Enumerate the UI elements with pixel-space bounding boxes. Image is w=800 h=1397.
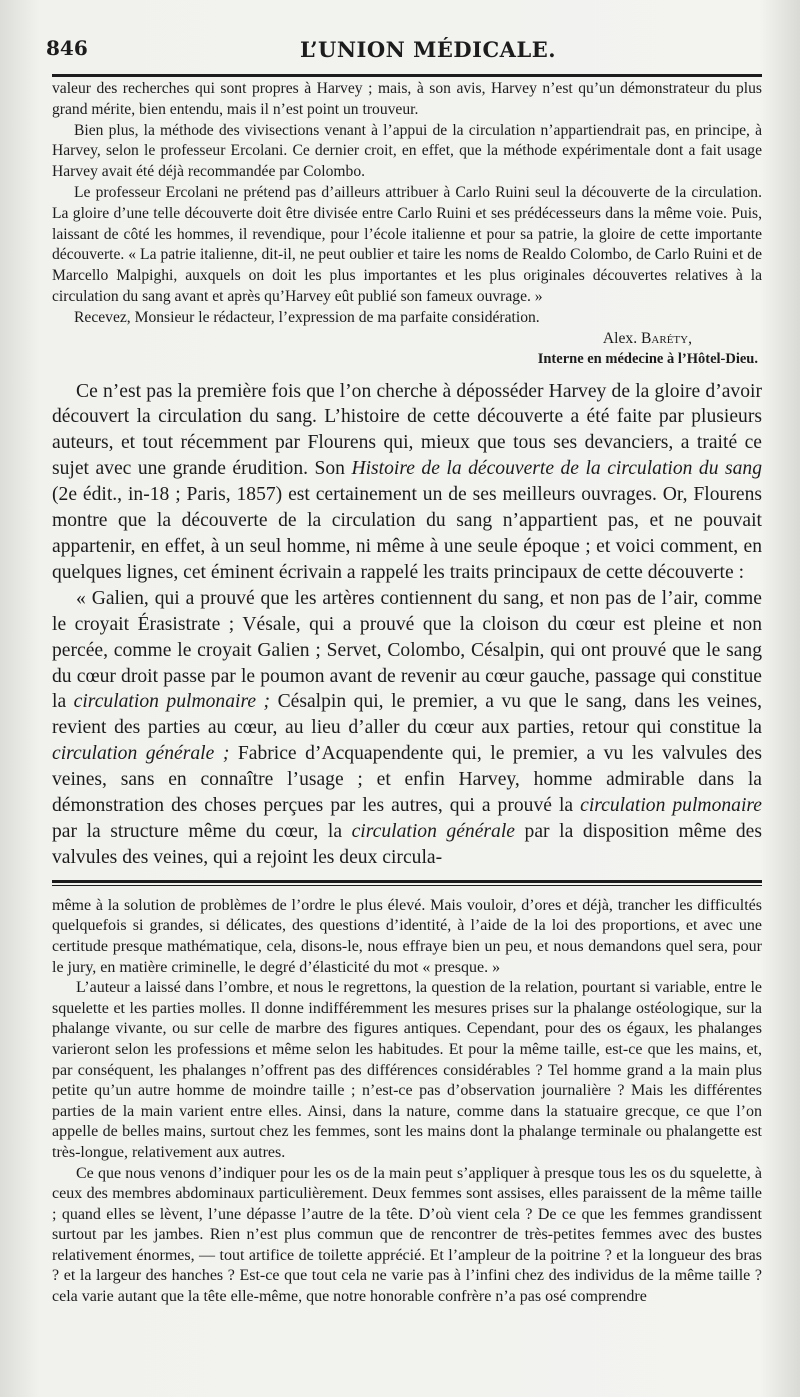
text-run: par la structure même du cœur, la <box>52 820 352 842</box>
signature <box>52 329 762 349</box>
signature-prefix: Alex. <box>602 329 642 347</box>
text-run: Fabrice d’Acquapendente qui, le premier, a vu les valvules des veines, sans en connaître l’usage ; et enfin Harvey, homme admirable dans la démonstration des choses perçues par les autres, qui a prouvé la <box>52 743 762 817</box>
letter-paragraph: valeur des recherches qui sont propres à Harvey ; mais, à son avis, Harvey n’est qu’un démonstrateur du plus grand mérite, bien entendu, mais il n’est point un trouveur. <box>52 80 762 118</box>
page-number: 846 <box>46 36 88 60</box>
section-divider <box>52 880 762 886</box>
emphasis: circulation générale ; <box>52 743 230 765</box>
text-run: Ce n’est pas la première fois que l’on cherche à déposséder Harvey de la gloire d’avoir découvert la circulation du sang. L’histoire de cette découverte a été faite par plusieurs auteurs, et tout récemment par Flourens qui, mieux que tous ses devanciers, a traité ce sujet avec une grande érudition. Son <box>52 380 762 480</box>
text-run: « Galien, qui a prouvé que les artères contiennent du sang, et non pas de l’air, comme le croyait Érasistrate ; Vésale, qui a prouvé que la cloison du cœur est pleine et non percée, comme le croyait Galien ; Servet, Colombo, Césalpin, qui ont prouvé que le sang du cœur droit passe par le poumon avant de revenir au cœur gauche, passage qui constitue la <box>52 587 762 713</box>
text-run: par la disposition même des valvules des veines, qui a rejoint les deux circula- <box>52 820 763 868</box>
lower-paragraph: même à la solution de problèmes de l’ordre le plus élevé. Mais vouloir, d’ores et déjà, trancher les difficultés quelquefois si grandes, si délicates, des questions d’identité, à l’aide de la loi des proportions, et avec une certitude presque mathématique, cela, disons-le, nous effraye bien un peu, et nous demandons quel sera, pour le jury, en matière criminelle, le degré d’élasticité du mot « presque. » <box>52 896 762 976</box>
header-rule <box>52 74 762 77</box>
lower-paragraph: L’auteur a laissé dans l’ombre, et nous le regrettons, la question de la relation, pourtant si variable, entre le squelette et les parties molles. Il donne indifféremment les mesures prises sur la phalange ostéologique, sur la phalange vivante, ou sur celle de marbre des figures antiques. Cependant, pour des os égaux, les phalanges varieront selon les professions et même selon les habitudes. Et pour la même taille, est-ce que les mains, et, par conséquent, les phalanges n’offrent pas des différences considérables ? Tel homme grand a la main plus petite qu’un autre homme de moindre taille ; n’est-ce pas d’observation journalière ? Mais les différentes parties de la main varient entre elles. Ainsi, dans la nature, comme dans la statuaire grecque, ce que l’on appelle de belles mains, surtout chez les femmes, sont les mains dont la phalange terminale ou phalangette est très-longue, relativement aux autres. <box>52 979 762 1161</box>
signature-role: Interne en médecine à l’Hôtel-Dieu. <box>537 350 758 367</box>
text-run: (2e édit., in-18 ; Paris, 1857) est certainement un de ses meilleurs ouvrages. Or, Flourens montre que la découverte de la circulation du sang n’appartient pas, et ne pouvait appartenir, en effet, à un seul homme, ni même à une seule époque ; et voici comment, en quelques lignes, cet éminent écrivain a rappelé les traits principaux de cette découverte : <box>52 484 762 583</box>
letter-paragraph: Bien plus, la méthode des vivisections venant à l’appui de la circulation n’appartiendrait pas, en principe, à Harvey, selon le professeur Ercolani. Ce dernier croit, en effet, que la méthode expérimentale dont a fait usage Harvey avait été déjà recommandée par Colombo. <box>52 121 762 181</box>
letter-section <box>52 79 762 369</box>
text-run: Césalpin qui, le premier, a vu que le sang, dans les veines, revient des parties au cœur, au lieu d’aller du cœur aux parties, retour qui constitue la <box>52 691 762 739</box>
book-title: Histoire de la découverte de la circulation du sang <box>351 458 762 480</box>
lower-section <box>52 896 762 1308</box>
signature-name: Baréty, <box>641 329 692 347</box>
quotation-paragraph <box>52 586 762 871</box>
letter-paragraph: Le professeur Ercolani ne prétend pas d’ailleurs attribuer à Carlo Ruini seul la découverte de la circulation. La gloire d’une telle découverte doit être divisée entre Carlo Ruini et ses prédécesseurs dans la même voie. Puis, laissant de côté les hommes, il revendique, pour l’école italienne et pour sa patrie, la gloire de cette importante découverte. « La patrie italienne, dit-il, ne peut oublier et taire les noms de Realdo Colombo, de Carlo Ruini et de Marcello Malpighi, auxquels on doit les plus importantes et les plus originales découvertes relatives à la circulation du sang avant et après qu’Harvey eût publié son fameux ouvrage. » <box>52 183 762 305</box>
commentary-paragraph <box>52 379 762 586</box>
letter-closing: Recevez, Monsieur le rédacteur, l’expression de ma parfaite considération. <box>74 308 540 326</box>
emphasis: circulation pulmonaire ; <box>73 691 271 713</box>
emphasis: circulation pulmonaire <box>580 795 763 817</box>
lower-paragraph: Ce que nous venons d’indiquer pour les os de la main peut s’appliquer à presque tous les os du squelette, à ceux des membres abdominaux particulièrement. Deux femmes sont assises, elles paraissent de la même taille ; quand elles se lèvent, l’une dépasse l’autre de la tête. D’où vient cela ? De ce que les femmes grandissent surtout par les jambes. Rien n’est plus commun que de rencontrer de très-petites femmes avec des bustes relativement énormes, — tout artifice de toilette apprécié. Et l’ampleur de la poitrine ? et la longueur des bras ? et la largeur des hanches ? Est-ce que tout cela ne varie pas à l’infini chez des individus de la même taille ? cela varie autant que la tête elle-même, que notre honorable confrère n’a pas osé comprendre <box>52 1164 762 1306</box>
journal-title: L’UNION MÉDICALE. <box>300 37 557 62</box>
commentary-section <box>52 379 762 871</box>
emphasis: circulation générale <box>351 820 515 842</box>
